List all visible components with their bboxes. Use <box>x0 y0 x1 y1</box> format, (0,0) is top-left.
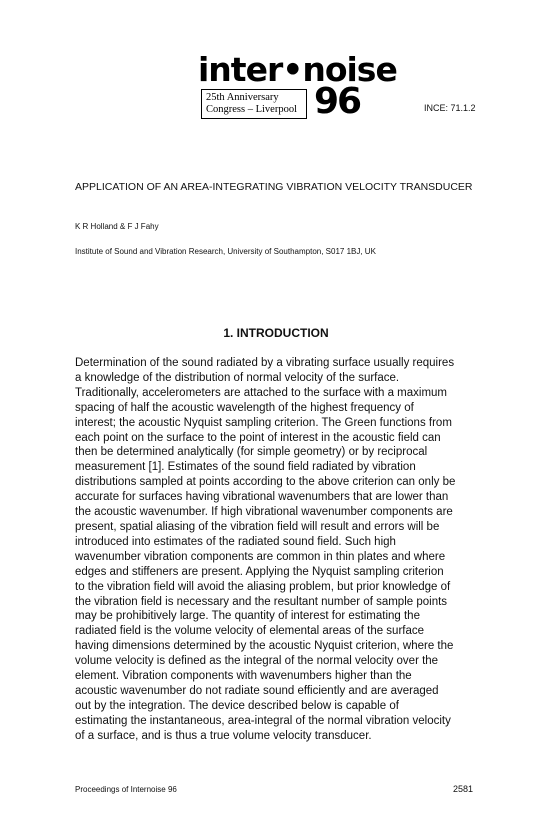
body-line: present, spatial aliasing of the vibration field will result and errors will be <box>75 520 440 533</box>
logo-year: 96 <box>314 81 361 122</box>
body-line: spacing of half the acoustic wavelength of the highest frequency of <box>75 401 414 414</box>
body-line: may be prohibitively large. The quantity of interest for estimating the <box>75 610 420 623</box>
conference-logo <box>198 50 397 124</box>
body-line: edges and stiffeners are present. Applying the Nyquist sampling criterion <box>75 565 444 578</box>
body-line: a knowledge of the distribution of normal velocity of the surface. <box>75 371 400 384</box>
body-line: Traditionally, accelerometers are attached to the surface with a maximum <box>75 386 447 399</box>
body-line: wavenumber vibration components are common in thin plates and where <box>75 550 446 563</box>
section-heading: 1. INTRODUCTION <box>223 326 329 340</box>
body-line: having dimensions determined by the acoustic Nyquist criterion, where the <box>75 640 454 653</box>
body-line: volume velocity is defined as the integral of the normal velocity over the <box>75 655 439 668</box>
affiliation: Institute of Sound and Vibration Research, University of Southampton, S017 1BJ, UK <box>75 247 376 256</box>
body-line: of a surface, and is thus a true volume velocity transducer. <box>75 729 372 742</box>
body-line: radiated field is the volume velocity of elemental areas of the surface <box>75 625 425 638</box>
body-line: to the vibration field will avoid the aliasing problem, but prior knowledge of <box>75 580 451 593</box>
anniversary-line-1: 25th Anniversary <box>206 92 279 103</box>
paper-title: APPLICATION OF AN AREA-INTEGRATING VIBRATION VELOCITY TRANSDUCER <box>75 181 473 193</box>
body-line: interest; the acoustic Nyquist sampling criterion. The Green functions from <box>75 416 452 429</box>
anniversary-line-2: Congress – Liverpool <box>206 104 297 115</box>
ince-reference: INCE: 71.1.2 <box>424 103 476 113</box>
body-line: estimating the instantaneous, area-integral of the normal vibration velocity <box>75 714 451 727</box>
body-line: distributions sampled at points according to the above criterion can only be <box>75 476 456 489</box>
body-line: accurate for surfaces having vibrational wavenumbers that are lower than <box>75 491 449 504</box>
authors: K R Holland & F J Fahy <box>75 222 159 231</box>
anniversary-box <box>201 89 307 119</box>
body-line: each point on the surface to the point of interest in the acoustic field can <box>75 431 441 444</box>
body-line: element. Vibration components with wavenumbers higher than the <box>75 670 412 683</box>
body-line: the acoustic wavenumber. If high vibrational wavenumber components are <box>75 506 453 519</box>
logo-title: inter•noise <box>198 50 397 89</box>
footer-proceedings: Proceedings of Internoise 96 <box>75 785 177 794</box>
body-line: the vibration field is necessary and the resultant number of sample points <box>75 595 448 608</box>
body-line: introduced into estimates of the radiated sound field. Such high <box>75 535 396 548</box>
body-line: Determination of the sound radiated by a vibrating surface usually requires <box>75 357 455 369</box>
body-line: then be determined analytically (for simple geometry) or by reciprocal <box>75 446 428 459</box>
page-number: 2581 <box>453 784 474 794</box>
body-line: measurement [1]. Estimates of the sound field radiated by vibration <box>75 461 416 474</box>
body-paragraph <box>75 356 479 744</box>
body-line: out by the integration. The device described below is capable of <box>75 699 399 712</box>
body-line: acoustic wavenumber do not radiate sound efficiently and are averaged <box>75 684 439 697</box>
